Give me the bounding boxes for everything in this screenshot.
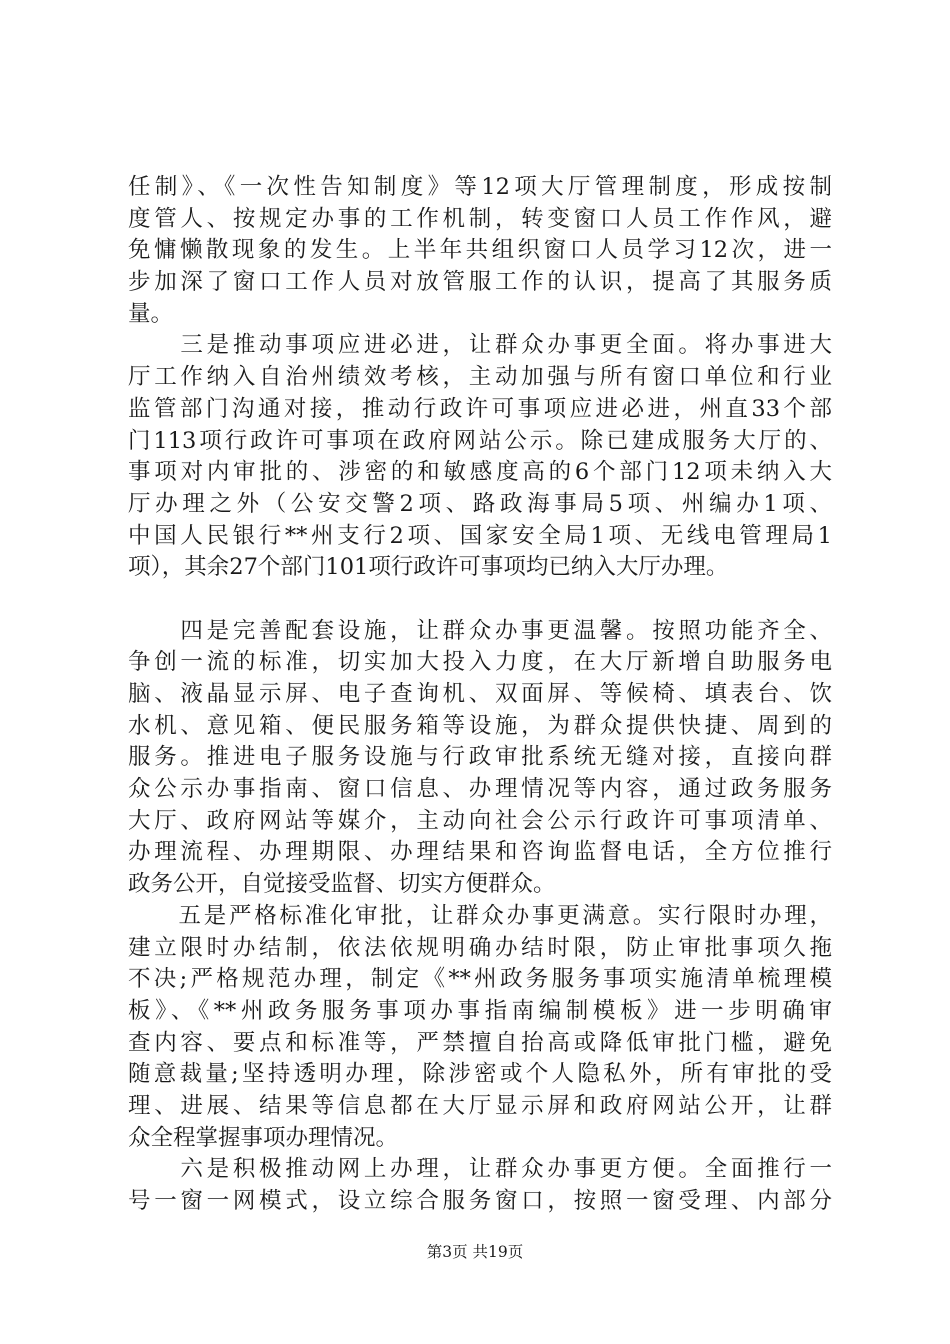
document-body (128, 172, 832, 1218)
text-line: 中国人民银行**州支行2项、国家安全局1项、无线电管理局1 (128, 522, 832, 549)
text-line: 板》、《**州政务服务事项办事指南编制模板》进一步明确审 (128, 997, 832, 1024)
text-line: 大厅、政府网站等媒介，主动向社会公示行政许可事项清单、 (128, 807, 832, 834)
text-line: 四是完善配套设施，让群众办事更温馨。按照功能齐全、 (128, 617, 832, 644)
paragraph (128, 901, 832, 1155)
text-line: 办理流程、办理期限、办理结果和咨询监督电话，全方位推行 (128, 839, 832, 866)
text-line: 水机、意见箱、便民服务箱等设施，为群众提供快捷、周到的 (128, 712, 832, 739)
text-line: 号一窗一网模式，设立综合服务窗口，按照一窗受理、内部分 (128, 1188, 832, 1214)
text-line: 任制》、《一次性告知制度》等12项大厅管理制度，形成按制 (128, 174, 832, 200)
text-line: 厅工作纳入自治州绩效考核，主动加强与所有窗口单位和行业 (128, 364, 832, 391)
text-line: 众公示办事指南、窗口信息、办理情况等内容，通过政务服务 (128, 776, 832, 803)
paragraph-gap (128, 584, 832, 616)
text-line: 不决;严格规范办理，制定《**州政务服务事项实施清单梳理模 (128, 966, 832, 993)
text-line: 度管人、按规定办事的工作机制，转变窗口人员工作作风，避 (128, 205, 832, 232)
text-line: 项），其余27个部门101项行政许可事项均已纳入大厅办理。 (128, 554, 729, 581)
text-line: 众全程掌握事项办理情况。 (128, 1124, 399, 1151)
text-line: 建立限时办结制，依法依规明确办结时限，防止审批事项久拖 (128, 934, 832, 961)
text-line: 监管部门沟通对接，推动行政许可事项应进必进，州直33个部 (128, 395, 832, 422)
text-line: 政务公开，自觉接受监督、切实方便群众。 (128, 871, 556, 898)
paragraph (128, 1154, 832, 1217)
text-line: 量。 (128, 300, 174, 327)
paragraph (128, 616, 832, 901)
text-line: 门113项行政许可事项在政府网站公示。除已建成服务大厅的、 (128, 427, 832, 454)
text-line: 六是积极推动网上办理，让群众办事更方便。全面推行一 (128, 1156, 832, 1183)
text-line: 免慵懒散现象的发生。上半年共组织窗口人员学习12次，进一 (128, 237, 832, 264)
text-line: 脑、液晶显示屏、电子查询机、双面屏、等候椅、填表台、饮 (128, 681, 832, 707)
text-line: 三是推动事项应进必进，让群众办事更全面。将办事进大 (128, 332, 832, 359)
text-line: 步加深了窗口工作人员对放管服工作的认识，提高了其服务质 (128, 269, 832, 296)
text-line: 厅办理之外（公安交警2项、路政海事局5项、州编办1项、 (128, 490, 832, 517)
text-line: 争创一流的标准，切实加大投入力度，在大厅新增自助服务电 (128, 649, 832, 676)
text-line: 查内容、要点和标准等，严禁擅自抬高或降低审批门槛，避免 (128, 1029, 832, 1056)
page-number: 第3页 共19页 (426, 1243, 524, 1261)
text-line: 随意裁量;坚持透明办理，除涉密或个人隐私外，所有审批的受 (128, 1061, 832, 1088)
text-line: 理、进展、结果等信息都在大厅显示屏和政府网站公开，让群 (128, 1092, 832, 1119)
paragraph (128, 172, 832, 330)
text-line: 服务。推进电子服务设施与行政审批系统无缝对接，直接向群 (128, 744, 832, 771)
text-line: 五是严格标准化审批，让群众办事更满意。实行限时办理， (128, 902, 832, 929)
text-line: 事项对内审批的、涉密的和敏感度高的6个部门12项未纳入大 (128, 459, 832, 486)
paragraph (128, 330, 832, 584)
